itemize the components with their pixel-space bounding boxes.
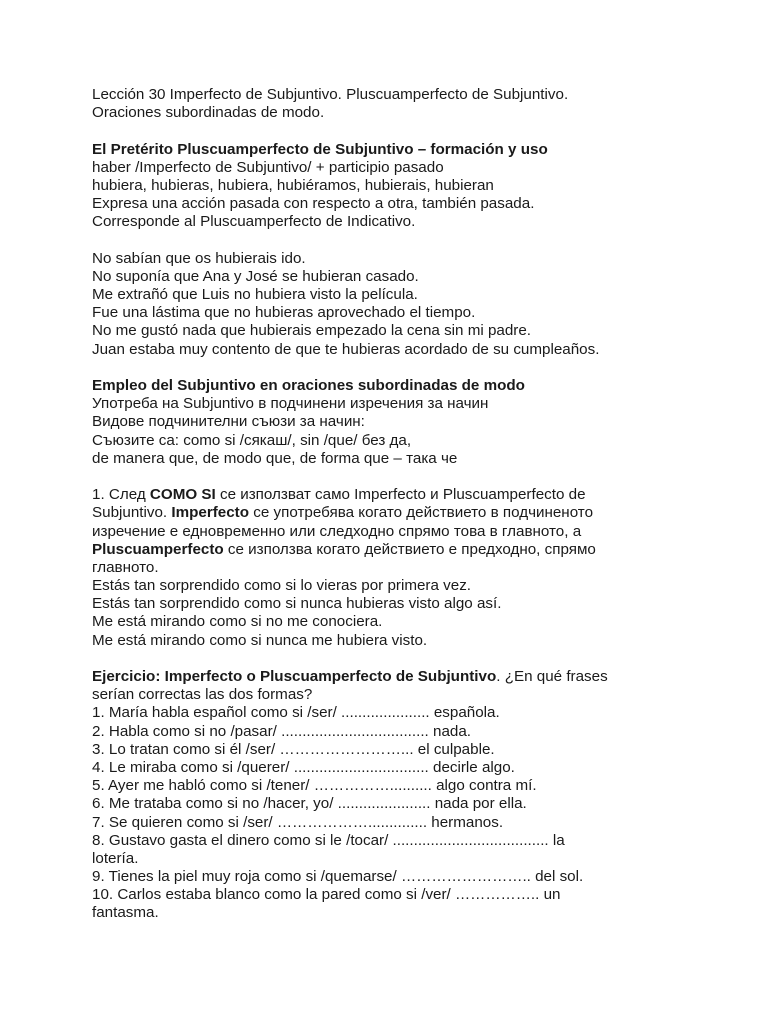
explanation-line: главното.: [92, 558, 159, 576]
exercise-item: 6. Me trataba como si no /hacer, yo/ ...................... nada por ella.: [92, 795, 527, 813]
example-sentence: Estás tan sorprendido como si nunca hubieras visto algo así.: [92, 595, 502, 613]
text-line: Видове подчинителни съюзи за начин:: [92, 413, 365, 431]
example-sentence: No me gustó nada que hubierais empezado la cena sin mi padre.: [92, 322, 532, 340]
exercise-item-continuation: fantasma.: [92, 904, 159, 922]
example-sentence: No sabían que os hubierais ido.: [92, 249, 306, 267]
document-page: [92, 86, 712, 923]
text-line: de manera que, de modo que, de forma que – така че: [92, 449, 458, 467]
explanation-line: Pluscuamperfecto се използва когато действието е предходно, спрямо: [92, 540, 596, 558]
lesson-title-line-1: Lección 30 Imperfecto de Subjuntivo. Pluscuamperfecto de Subjuntivo.: [92, 86, 569, 103]
explanation-line: 1. След COMO SI се използват само Imperfecto и Pluscuamperfecto de: [92, 486, 586, 504]
example-sentence: Fue una lástima que no hubieras aprovechado el tiempo.: [92, 304, 476, 322]
exercise-item: 4. Le miraba como si /querer/ ................................ decirle algo.: [92, 758, 515, 776]
exercise-heading-line-2: serían correctas las dos formas?: [92, 686, 313, 704]
text-line: Corresponde al Pluscuamperfecto de Indicativo.: [92, 213, 416, 231]
exercise-heading: Ejercicio: Imperfecto o Pluscuamperfecto de Subjuntivo. ¿En qué frases: [92, 668, 608, 685]
example-sentence: Estás tan sorprendido como si lo vieras por primera vez.: [92, 577, 472, 595]
exercise-item: 2. Habla como si no /pasar/ ................................... nada.: [92, 722, 472, 740]
text-line: Съюзите са: como si /сякаш/, sin /que/ без да,: [92, 431, 412, 449]
text-line: Expresa una acción pasada con respecto a otra, también pasada.: [92, 195, 535, 213]
exercise-item: 3. Lo tratan como si él /ser/ ……………………... el culpable.: [92, 740, 495, 758]
text-line: Употреба на Subjuntivo в подчинени изречения за начин: [92, 395, 489, 413]
example-sentence: Me está mirando como si nunca me hubiera visto.: [92, 631, 428, 649]
section-heading-pluscuamperfecto: El Pretérito Pluscuamperfecto de Subjuntivo – formación y uso: [92, 140, 548, 158]
exercise-item: 5. Ayer me habló como si /tener/ …………….......... algo contra mí.: [92, 777, 537, 795]
example-sentence: Me está mirando como si no me conociera.: [92, 613, 383, 631]
exercise-item: 8. Gustavo gasta el dinero como si le /tocar/ ..................................... la: [92, 831, 565, 849]
exercise-item: 7. Se quieren como si /ser/ ……………….............. hermanos.: [92, 813, 504, 831]
exercise-item: 1. María habla español como si /ser/ ..................... española.: [92, 704, 500, 722]
exercise-item-continuation: lotería.: [92, 849, 139, 867]
explanation-line: изречение е едновременно или следходно спрямо това в главното, а: [92, 522, 582, 540]
text-line: hubiera, hubieras, hubiera, hubiéramos, hubierais, hubieran: [92, 176, 494, 194]
section-heading-oraciones-de-modo: Empleo del Subjuntivo en oraciones subordinadas de modo: [92, 377, 525, 394]
example-sentence: Me extrañó que Luis no hubiera visto la película.: [92, 286, 418, 304]
exercise-item: 10. Carlos estaba blanco como la pared como si /ver/ …………….. un: [92, 886, 561, 904]
explanation-line: Subjuntivo. Imperfecto се употребява когато действието в подчиненото: [92, 504, 594, 522]
lesson-title-line-2: Oraciones subordinadas de modo.: [92, 104, 325, 122]
exercise-item: 9. Tienes la piel muy roja como si /quemarse/ …………………….. del sol.: [92, 868, 584, 886]
text-line: haber /Imperfecto de Subjuntivo/ + participio pasado: [92, 158, 444, 176]
example-sentence: No suponía que Ana y José se hubieran casado.: [92, 267, 419, 285]
example-sentence: Juan estaba muy contento de que te hubieras acordado de su cumpleaños.: [92, 340, 600, 358]
